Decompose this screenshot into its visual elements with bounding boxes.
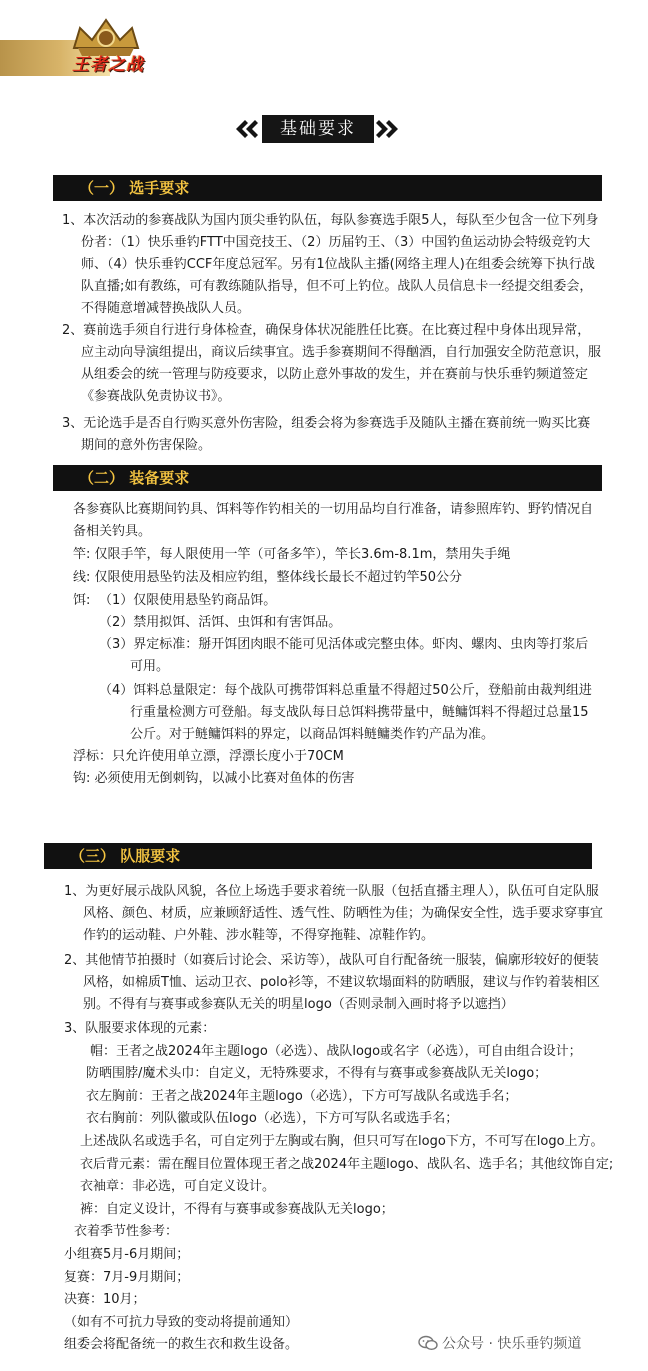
brand-logo-text: 王者之战	[72, 55, 144, 75]
double-chevron-left-icon	[230, 114, 260, 144]
bait-label: 饵:	[73, 593, 91, 608]
equipment-intro: 各参赛队比赛期间钓具、饵料等作钓相关的一切用品均自行准备，请参照库钓、野钓情况自备相关钓具。	[73, 502, 594, 539]
bait-rule-1: （1）仅限使用悬坠钓商品饵。	[99, 593, 277, 608]
athlete-rule-2: 2、赛前选手须自行进行身体检查，确保身体状况能胜任比赛。在比赛过程中身体出现异常，应主动向导演组提出，商议后续事宜。选手参赛期间不得酗酒，自行加强安全防范意识，服从组委会的统一管理与防疫要求，以防止意外事故的发生，并在赛前与快乐垂钓频道签定《参赛战队免责协议书》。	[62, 323, 602, 404]
element-back: 衣后背元素：需在醒目位置体现王者之战2024年主题logo、战队名、选手名；其他纹饰自定;	[80, 1157, 614, 1172]
uniform-rule-2: 2、其他情节拍摄时（如赛后讨论会、采访等），战队可自行配备统一服装，偏廓形较好的便装风格，如棉质T恤、运动卫衣、polo衫等，不建议软塌面料的防晒服，建议与作钓着装相区别。不得有与赛事或参赛队无关的明星logo（否则录制入画时将予以遮挡）	[64, 953, 600, 1012]
bait-rule-2: （2）禁用拟饵、活饵、虫饵和有害饵品。	[99, 615, 342, 630]
bait-rule-4: （4）饵料总量限定：每个战队可携带饵料总重量不得超过50公斤，登船前由裁判组进行重量检测方可登船。每支战队每日总饵料携带量中，鲢鳙饵料不得超过总量15公斤。对于鲢鳙饵料的界定，以商品饵料鲢鳙类作钓产品为准。	[99, 683, 592, 742]
double-chevron-right-icon	[374, 114, 404, 144]
element-left-chest: 衣左胸前：王者之战2024年主题logo（必选），下方可写战队名或选手名；	[86, 1089, 518, 1104]
element-right-chest: 衣右胸前：列队徽或队伍logo（必选），下方可写队名或选手名；	[86, 1111, 459, 1126]
element-name-placement: 上述战队名或选手名，可自定列于左胸或右胸，但只可写在logo下方，不可写在logo上方。	[80, 1134, 604, 1149]
section-heading-equipment: （二） 装备要求	[53, 465, 602, 491]
athlete-rule-3: 3、无论选手是否自行购买意外伤害险，组委会将为参赛选手及随队主播在赛前统一购买比赛期间的意外伤害保险。	[62, 416, 591, 453]
uniform-elements-title: 3、队服要求体现的元素：	[64, 1021, 216, 1036]
wechat-watermark	[418, 1333, 581, 1353]
element-cap: 帽：王者之战2024年主题logo（必选）、战队logo或名字（必选），可自由组合设计；	[90, 1044, 582, 1059]
hook-rule: 钩: 必须使用无倒刺钩，以减小比赛对鱼体的伤害	[73, 771, 355, 786]
life-vest-note: 组委会将配备统一的救生衣和救生设备。	[64, 1337, 299, 1352]
page-title: 基础要求	[262, 115, 374, 143]
element-neck-gaiter: 防晒围脖/魔术头巾：自定义，无特殊要求，不得有与赛事或参赛战队无关logo；	[86, 1066, 548, 1081]
element-sleeve: 衣袖章：非必选，可自定义设计。	[80, 1179, 276, 1194]
watermark-text: 公众号 · 快乐垂钓频道	[442, 1336, 582, 1352]
rod-rule: 竿: 仅限手竿，每人限使用一竿（可备多竿），竿长3.6m-8.1m，禁用失手绳	[73, 547, 511, 562]
uniform-rule-1: 1、为更好展示战队风貌，各位上场选手要求着统一队服（包括直播主理人），队伍可自定队服风格、颜色、材质，应兼顾舒适性、透气性、防晒性为佳；为确保安全性，选手要求穿事宜作钓的运动鞋、户外鞋、涉水鞋等，不得穿拖鞋、凉鞋作钓。	[64, 884, 604, 943]
section-heading-athletes: （一） 选手要求	[53, 175, 602, 201]
bait-rule-3: （3）界定标准：掰开饵团肉眼不能可见活体或完整虫体。虾肉、螺肉、虫肉等打浆后可用。	[99, 637, 589, 674]
season-group-stage: 小组赛5月-6月期间；	[64, 1247, 190, 1262]
season-final: 决赛：10月；	[64, 1292, 146, 1307]
season-reference-title: 衣着季节性参考：	[74, 1224, 179, 1239]
line-rule: 线: 仅限使用悬坠钓法及相应钓组，整体线长最长不超过钓竿50公分	[73, 570, 463, 585]
athlete-rule-1: 1、本次活动的参赛战队为国内顶尖垂钓队伍，每队参赛选手限5人，每队至少包含一位下列身份者：（1）快乐垂钓FTT中国竞技王、（2）历届钓王、（3）中国钓鱼运动协会特级竞钓大师、（4）快乐垂钓CCF年度总冠军。另有1位战队主播(网络主理人)在组委会统筹下执行战队直播;如有教练，可有教练随队指导，但不可上钓位。战队人员信息卡一经提交组委会，不得随意增减替换战队人员。	[62, 213, 599, 316]
wechat-icon	[418, 1335, 438, 1351]
float-rule: 浮标：只允许使用单立漂，浮漂长度小于70CM	[73, 749, 344, 764]
section-heading-uniform: （三） 队服要求	[44, 843, 592, 869]
element-pants: 裤：自定义设计，不得有与赛事或参赛战队无关logo；	[80, 1202, 394, 1217]
force-majeure-note: （如有不可抗力导致的变动将提前通知）	[64, 1315, 299, 1330]
season-rematch: 复赛：7月-9月期间；	[64, 1270, 190, 1285]
